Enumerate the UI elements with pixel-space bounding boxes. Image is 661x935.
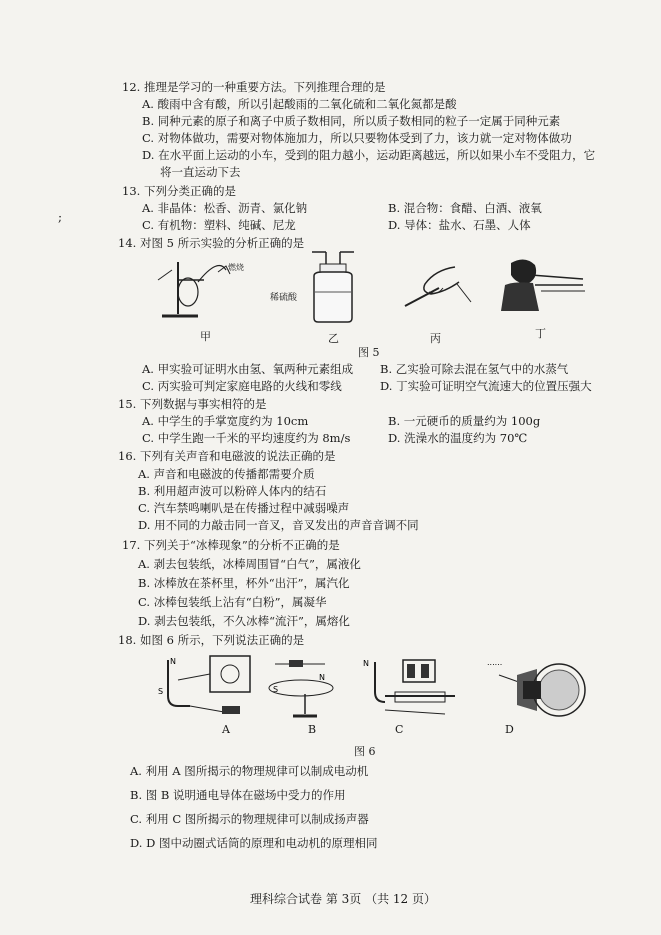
svg-text:N: N xyxy=(363,659,369,668)
q15-option-c: C. 中学生跑一千米的平均速度约为 8m/s xyxy=(142,431,351,445)
q17-option-b: B. 冰棒放在茶杯里，杯外“出汗”，属汽化 xyxy=(138,576,350,590)
q17-option-a: A. 剥去包装纸，冰棒周围冒“白气”，属液化 xyxy=(138,557,361,571)
q12-stem: 12. 推理是学习的一种重要方法。下列推理合理的是 xyxy=(122,80,386,94)
q17-option-d: D. 剥去包装纸，不久冰棒“流汗”，属熔化 xyxy=(138,614,350,628)
q13-option-a: A. 非晶体：松香、沥青、氯化钠 xyxy=(142,201,308,215)
fig6-label-a: A xyxy=(222,723,230,736)
q15-stem: 15. 下列数据与事实相符的是 xyxy=(118,397,267,411)
svg-text:N: N xyxy=(319,673,325,682)
fig5-bing-illustration xyxy=(395,262,475,312)
q16-stem: 16. 下列有关声音和电磁波的说法正确的是 xyxy=(118,449,336,463)
fig6-label-b: B xyxy=(308,723,317,736)
fig6-d-illustration xyxy=(487,655,587,725)
q18-option-b: B. 图 B 说明通电导体在磁场中受力的作用 xyxy=(130,788,346,802)
fig5-caption: 图 5 xyxy=(358,346,380,359)
fig5-label-jia: 甲 xyxy=(200,330,211,343)
fig5-ding-illustration xyxy=(495,255,585,315)
fig6-label-d: D xyxy=(505,723,514,736)
q15-option-d: D. 洗澡水的温度约为 70℃ xyxy=(388,431,528,445)
q18-option-c: C. 利用 C 图所揭示的物理规律可以制成扬声器 xyxy=(130,812,369,826)
q12-option-d-cont: 将一直运动下去 xyxy=(160,165,241,179)
q14-option-b: B. 乙实验可除去混在氢气中的水蒸气 xyxy=(380,362,569,376)
fig5-jia-note: 燃烧 xyxy=(228,263,244,272)
svg-text:S: S xyxy=(273,685,279,694)
q12-option-a: A. 酸雨中含有酸，所以引起酸雨的二氧化硫和二氧化氮都是酸 xyxy=(142,97,457,111)
fig6-c-illustration xyxy=(355,652,465,722)
q12-option-c: C. 对物体做功，需要对物体施加力，所以只要物体受到了力，该力就一定对物体做功 xyxy=(142,131,572,145)
q16-option-d: D. 用不同的力敲击同一音叉，音叉发出的声音音调不同 xyxy=(138,518,419,532)
svg-text:N: N xyxy=(170,657,176,666)
fig5-label-ding: 丁 xyxy=(535,327,546,340)
q12-option-b: B. 同种元素的原子和离子中质子数相同，所以质子数相同的粒子一定属于同种元素 xyxy=(142,114,561,128)
fig5-label-bing: 丙 xyxy=(430,332,441,345)
q14-option-a: A. 甲实验可证明水由氢、氧两种元素组成 xyxy=(142,362,354,376)
q14-stem: 14. 对图 5 所示实验的分析正确的是 xyxy=(118,236,305,250)
fig5-jia-illustration xyxy=(148,252,268,324)
q15-option-b: B. 一元硬币的质量约为 100g xyxy=(388,414,541,428)
q12-option-d: D. 在水平面上运动的小车，受到的阻力越小，运动距离越远，所以如果小车不受阻力，它 xyxy=(142,148,596,162)
q17-stem: 17. 下列关于“冰棒现象”的分析不正确的是 xyxy=(122,538,340,552)
fig5-yi-illustration xyxy=(300,252,370,324)
q13-option-d: D. 导体：盐水、石墨、人体 xyxy=(388,218,531,232)
q18-stem: 18. 如图 6 所示，下列说法正确的是 xyxy=(118,633,305,647)
fig5-label-yi: 乙 xyxy=(328,332,339,345)
q16-option-a: A. 声音和电磁波的传播都需要介质 xyxy=(138,467,315,481)
q16-option-b: B. 利用超声波可以粉碎人体内的结石 xyxy=(138,484,327,498)
q13-option-c: C. 有机物：塑料、纯碱、尼龙 xyxy=(142,218,296,232)
q17-option-c: C. 冰棒包装纸上沾有“白粉”，属凝华 xyxy=(138,595,327,609)
fig6-caption: 图 6 xyxy=(354,745,376,758)
svg-text:S: S xyxy=(158,687,164,696)
fig6-label-c: C xyxy=(395,723,404,736)
q18-option-d: D. D 图中动圈式话筒的原理和电动机的原理相同 xyxy=(130,836,378,850)
page-footer: 理科综合试卷 第 3页 （共 12 页） xyxy=(250,892,436,906)
q15-option-a: A. 中学生的手掌宽度约为 10cm xyxy=(142,414,309,428)
q13-option-b: B. 混合物：食醋、白酒、液氧 xyxy=(388,201,542,215)
q18-option-a: A. 利用 A 图所揭示的物理规律可以制成电动机 xyxy=(130,764,369,778)
fig6-b-illustration xyxy=(265,660,355,720)
q14-option-d: D. 丁实验可证明空气流速大的位置压强大 xyxy=(380,379,592,393)
fig6-a-illustration xyxy=(150,650,260,720)
q13-stem: 13. 下列分类正确的是 xyxy=(122,184,236,198)
fig5-acid-label: 稀硫酸 xyxy=(270,293,298,303)
q16-option-c: C. 汽车禁鸣喇叭是在传播过程中减弱噪声 xyxy=(138,501,350,515)
margin-mark: ; xyxy=(58,210,63,224)
q14-option-c: C. 丙实验可判定家庭电路的火线和零线 xyxy=(142,379,342,393)
svg-text:......: ...... xyxy=(487,658,503,667)
